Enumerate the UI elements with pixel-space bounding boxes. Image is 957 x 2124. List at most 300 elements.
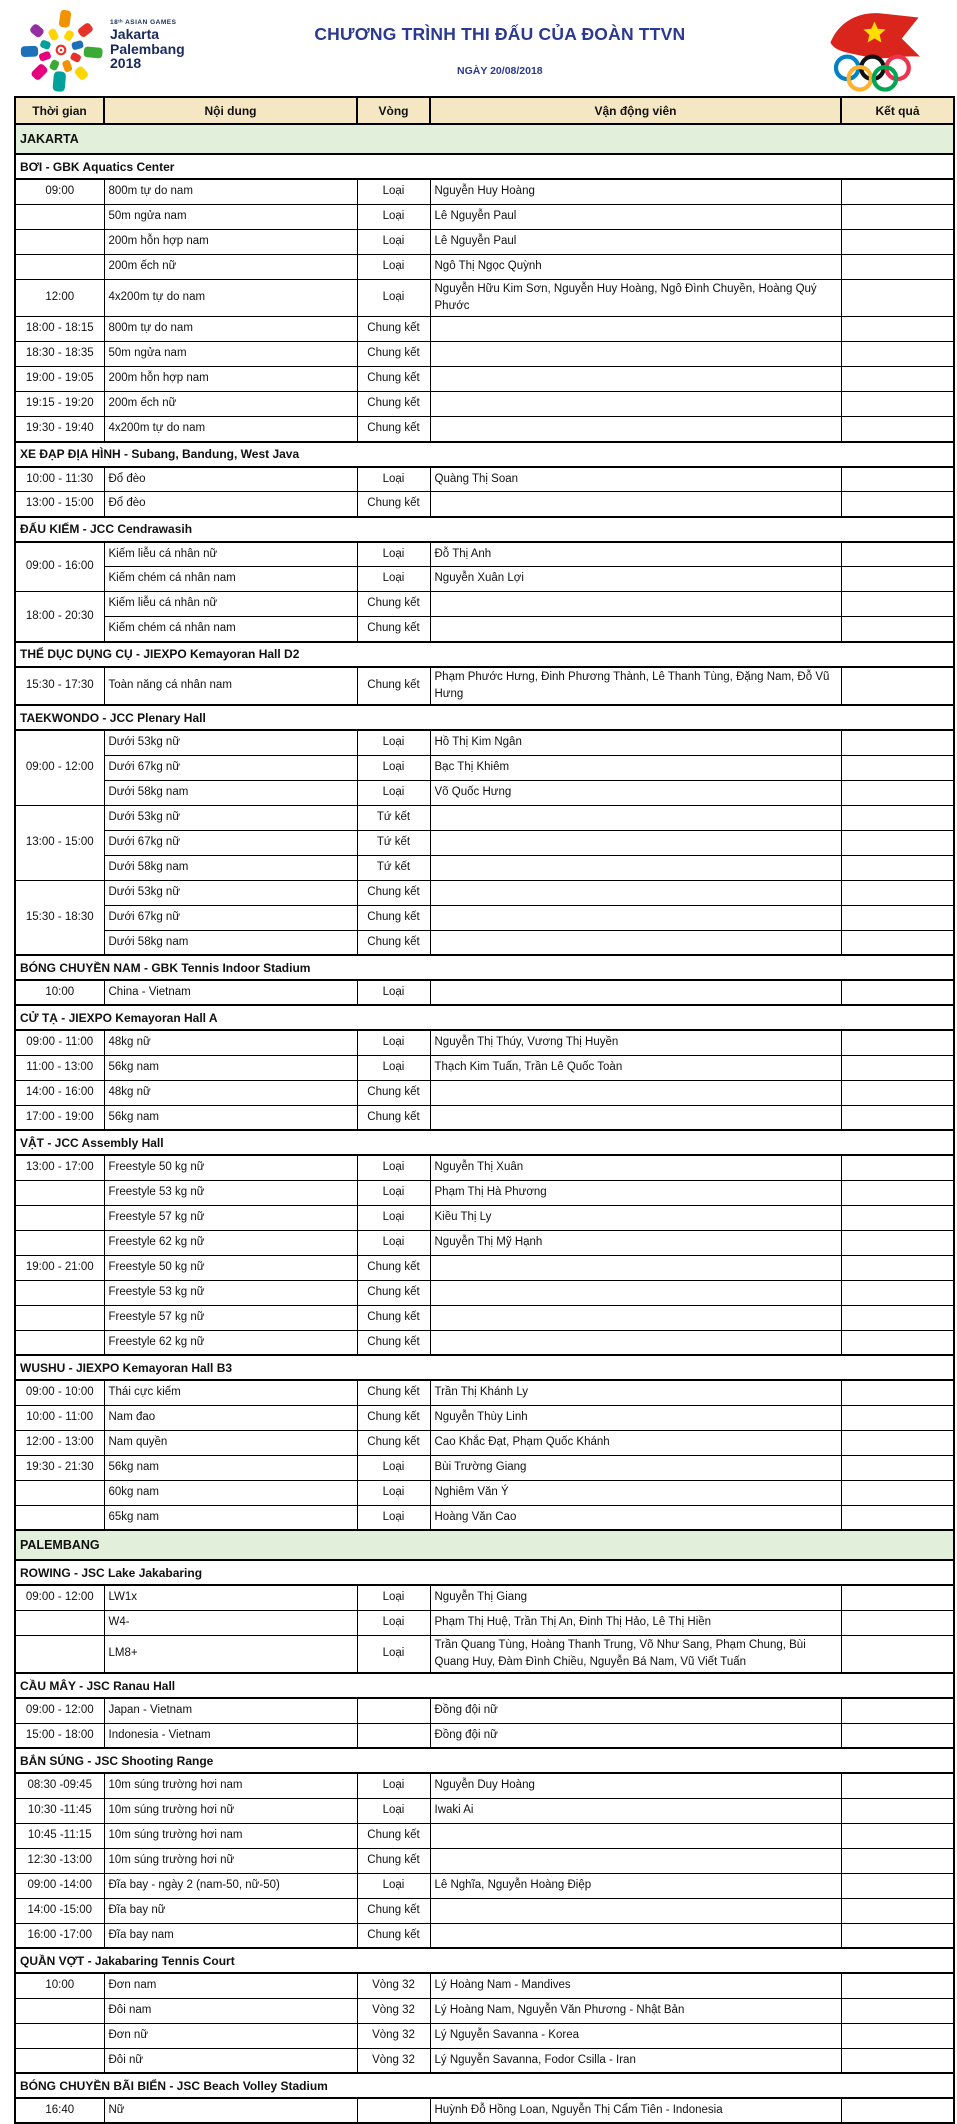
round-cell: Loại — [357, 1205, 430, 1230]
sport-band-label: BÓNG CHUYỀN NAM - GBK Tennis Indoor Stadium — [15, 955, 954, 980]
result-cell — [841, 1723, 954, 1748]
athletes-cell — [430, 1848, 841, 1873]
event-cell: Japan - Vietnam — [104, 1698, 357, 1723]
result-cell — [841, 204, 954, 229]
result-cell — [841, 1798, 954, 1823]
event-cell: 56kg nam — [104, 1055, 357, 1080]
event-cell: Toàn năng cá nhân nam — [104, 667, 357, 706]
time-cell: 09:00 - 16:00 — [15, 542, 104, 592]
time-cell: 12:30 -13:00 — [15, 1848, 104, 1873]
city-band-label: JAKARTA — [15, 124, 954, 154]
schedule-row — [15, 730, 954, 755]
schedule-row — [15, 1480, 954, 1505]
athletes-cell: Nguyễn Hữu Kim Sơn, Nguyễn Huy Hoàng, Ngô Đình Chuyền, Hoàng Quý Phước — [430, 279, 841, 317]
schedule-row — [15, 367, 954, 392]
time-cell — [15, 1205, 104, 1230]
event-cell: Đổ đèo — [104, 492, 357, 517]
result-cell — [841, 1973, 954, 1998]
schedule-row — [15, 279, 954, 317]
time-cell: 13:00 - 17:00 — [15, 1155, 104, 1180]
schedule-row — [15, 1848, 954, 1873]
schedule-row — [15, 1973, 954, 1998]
athletes-cell: Thạch Kim Tuấn, Trần Lê Quốc Toàn — [430, 1055, 841, 1080]
result-cell — [841, 1430, 954, 1455]
schedule-row — [15, 1873, 954, 1898]
athletes-cell: Phạm Thị Hà Phương — [430, 1180, 841, 1205]
time-cell — [15, 1305, 104, 1330]
round-cell: Loại — [357, 1635, 430, 1673]
sport-band-row — [15, 517, 954, 542]
round-cell: Chung kết — [357, 880, 430, 905]
athletes-cell: Nguyễn Thị Xuân — [430, 1155, 841, 1180]
round-cell: Chung kết — [357, 1923, 430, 1948]
schedule-row — [15, 830, 954, 855]
result-cell — [841, 1030, 954, 1055]
event-cell: Dưới 53kg nữ — [104, 730, 357, 755]
athletes-cell: Huỳnh Đỗ Hồng Loan, Nguyễn Thị Cẩm Tiên - Indonesia — [430, 2098, 841, 2123]
page-date: NGÀY 20/08/2018 — [457, 65, 543, 77]
city-band-row — [15, 1530, 954, 1560]
result-cell — [841, 1330, 954, 1355]
time-cell — [15, 1505, 104, 1530]
schedule-row — [15, 1080, 954, 1105]
time-cell: 09:00 - 12:00 — [15, 730, 104, 805]
event-cell: Đổ đèo — [104, 467, 357, 492]
schedule-row — [15, 592, 954, 617]
event-cell: Nữ — [104, 2098, 357, 2123]
time-cell — [15, 229, 104, 254]
result-cell — [841, 392, 954, 417]
time-cell: 10:00 - 11:00 — [15, 1405, 104, 1430]
schedule-row — [15, 1585, 954, 1610]
time-cell — [15, 2048, 104, 2073]
round-cell: Loại — [357, 1230, 430, 1255]
schedule-row — [15, 1055, 954, 1080]
time-cell — [15, 1180, 104, 1205]
time-cell: 09:00 - 10:00 — [15, 1380, 104, 1405]
event-cell: Kiếm liễu cá nhân nữ — [104, 592, 357, 617]
round-cell: Loại — [357, 467, 430, 492]
result-cell — [841, 1105, 954, 1130]
logo-line-2018: 2018 — [110, 55, 142, 72]
time-cell: 10:00 — [15, 1973, 104, 1998]
athletes-cell: Lý Nguyễn Savanna - Korea — [430, 2023, 841, 2048]
athletes-cell — [430, 1898, 841, 1923]
round-cell: Loại — [357, 229, 430, 254]
athletes-cell: Lý Hoàng Nam, Nguyễn Văn Phương - Nhật Bản — [430, 1998, 841, 2023]
schedule-row — [15, 755, 954, 780]
sport-band-label: WUSHU - JIEXPO Kemayoran Hall B3 — [15, 1355, 954, 1380]
schedule-row — [15, 1230, 954, 1255]
sport-band-row — [15, 955, 954, 980]
time-cell: 12:00 — [15, 279, 104, 317]
event-cell: 800m tự do nam — [104, 317, 357, 342]
athletes-cell — [430, 492, 841, 517]
sport-band-row — [15, 2073, 954, 2098]
event-cell: 60kg nam — [104, 1480, 357, 1505]
round-cell: Tứ kết — [357, 855, 430, 880]
schedule-row — [15, 1773, 954, 1798]
round-cell: Tứ kết — [357, 805, 430, 830]
event-cell: Dưới 53kg nữ — [104, 880, 357, 905]
round-cell: Chung kết — [357, 1898, 430, 1923]
event-cell: 10m súng trường hơi nữ — [104, 1798, 357, 1823]
result-cell — [841, 342, 954, 367]
result-cell — [841, 279, 954, 317]
result-cell — [841, 1873, 954, 1898]
athletes-cell: Trần Quang Tùng, Hoàng Thanh Trung, Võ Như Sang, Phạm Chung, Bùi Quang Huy, Đàm Đình Chiều, Nguyễn Bá Nam, Vũ Viết Tuấn — [430, 1635, 841, 1673]
event-cell: Indonesia - Vietnam — [104, 1723, 357, 1748]
result-cell — [841, 1635, 954, 1673]
schedule-row — [15, 179, 954, 204]
schedule-row — [15, 905, 954, 930]
schedule-row — [15, 930, 954, 955]
athletes-cell: Nguyễn Thị Thúy, Vương Thị Huyền — [430, 1030, 841, 1055]
athletes-cell — [430, 830, 841, 855]
result-cell — [841, 1773, 954, 1798]
city-band-label: PALEMBANG — [15, 1530, 954, 1560]
time-cell: 15:00 - 18:00 — [15, 1723, 104, 1748]
schedule-wrap — [0, 96, 957, 2124]
athletes-cell — [430, 1305, 841, 1330]
schedule-row — [15, 1455, 954, 1480]
round-cell: Loại — [357, 1610, 430, 1635]
event-cell: 4x200m tự do nam — [104, 417, 357, 442]
athletes-cell: Nguyễn Xuân Lợi — [430, 567, 841, 592]
event-cell: Dưới 67kg nữ — [104, 905, 357, 930]
event-cell: Thái cực kiếm — [104, 1380, 357, 1405]
time-cell: 10:00 - 11:30 — [15, 467, 104, 492]
sport-band-label: VẬT - JCC Assembly Hall — [15, 1130, 954, 1155]
round-cell: Chung kết — [357, 1405, 430, 1430]
athletes-cell: Lê Nghĩa, Nguyễn Hoàng Điệp — [430, 1873, 841, 1898]
time-cell: 19:15 - 19:20 — [15, 392, 104, 417]
event-cell: Dưới 58kg nam — [104, 930, 357, 955]
athletes-cell: Nghiêm Văn Ý — [430, 1480, 841, 1505]
event-cell: Đơn nữ — [104, 2023, 357, 2048]
athletes-cell: Cao Khắc Đạt, Phạm Quốc Khánh — [430, 1430, 841, 1455]
round-cell: Loại — [357, 980, 430, 1005]
round-cell: Chung kết — [357, 492, 430, 517]
result-cell — [841, 1585, 954, 1610]
result-cell — [841, 905, 954, 930]
round-cell: Loại — [357, 780, 430, 805]
athletes-cell — [430, 905, 841, 930]
time-cell: 19:00 - 19:05 — [15, 367, 104, 392]
time-cell: 09:00 - 12:00 — [15, 1585, 104, 1610]
time-cell — [15, 2023, 104, 2048]
result-cell — [841, 1280, 954, 1305]
round-cell: Loại — [357, 279, 430, 317]
sport-band-label: BÓNG CHUYỀN BÃI BIỂN - JSC Beach Volley Stadium — [15, 2073, 954, 2098]
athletes-cell: Nguyễn Huy Hoàng — [430, 179, 841, 204]
schedule-row — [15, 417, 954, 442]
event-cell: Freestyle 50 kg nữ — [104, 1155, 357, 1180]
event-cell: Đĩa bay nam — [104, 1923, 357, 1948]
athletes-cell: Hồ Thị Kim Ngân — [430, 730, 841, 755]
event-cell: LW1x — [104, 1585, 357, 1610]
schedule-row — [15, 1105, 954, 1130]
result-cell — [841, 1205, 954, 1230]
sport-band-label: TAEKWONDO - JCC Plenary Hall — [15, 705, 954, 730]
round-cell: Vòng 32 — [357, 1973, 430, 1998]
event-cell: 200m hỗn hợp nam — [104, 229, 357, 254]
sport-band-label: CẦU MÂY - JSC Ranau Hall — [15, 1673, 954, 1698]
schedule-row — [15, 204, 954, 229]
event-cell: 200m ếch nữ — [104, 392, 357, 417]
schedule-row — [15, 880, 954, 905]
schedule-row — [15, 1180, 954, 1205]
schedule-row — [15, 1723, 954, 1748]
column-header-round: Vòng — [357, 97, 430, 124]
result-cell — [841, 1848, 954, 1873]
event-cell: Dưới 58kg nam — [104, 780, 357, 805]
sport-band-row — [15, 1748, 954, 1773]
event-cell: 56kg nam — [104, 1455, 357, 1480]
athletes-cell: Hoàng Văn Cao — [430, 1505, 841, 1530]
time-cell: 15:30 - 18:30 — [15, 880, 104, 955]
schedule-row — [15, 467, 954, 492]
schedule-row — [15, 1280, 954, 1305]
result-cell — [841, 930, 954, 955]
athletes-cell: Võ Quốc Hưng — [430, 780, 841, 805]
result-cell — [841, 830, 954, 855]
result-cell — [841, 1230, 954, 1255]
result-cell — [841, 2048, 954, 2073]
result-cell — [841, 1698, 954, 1723]
column-header-athletes: Vận động viên — [430, 97, 841, 124]
athletes-cell — [430, 342, 841, 367]
sport-band-label: QUẦN VỢT - Jakabaring Tennis Court — [15, 1948, 954, 1973]
schedule-row — [15, 2048, 954, 2073]
result-cell — [841, 492, 954, 517]
round-cell: Loại — [357, 1873, 430, 1898]
event-cell: W4- — [104, 1610, 357, 1635]
result-cell — [841, 805, 954, 830]
result-cell — [841, 179, 954, 204]
round-cell — [357, 1723, 430, 1748]
time-cell: 08:30 -09:45 — [15, 1773, 104, 1798]
round-cell: Loại — [357, 254, 430, 279]
round-cell: Chung kết — [357, 342, 430, 367]
event-cell: Dưới 53kg nữ — [104, 805, 357, 830]
sport-band-row — [15, 1130, 954, 1155]
result-cell — [841, 1610, 954, 1635]
athletes-cell: Bùi Trường Giang — [430, 1455, 841, 1480]
schedule-row — [15, 780, 954, 805]
round-cell: Chung kết — [357, 1280, 430, 1305]
round-cell: Chung kết — [357, 1105, 430, 1130]
round-cell — [357, 2098, 430, 2123]
result-cell — [841, 367, 954, 392]
result-cell — [841, 1898, 954, 1923]
round-cell: Chung kết — [357, 1080, 430, 1105]
result-cell — [841, 1305, 954, 1330]
time-cell: 15:30 - 17:30 — [15, 667, 104, 706]
event-cell: Đơn nam — [104, 1973, 357, 1998]
round-cell: Loại — [357, 542, 430, 567]
result-cell — [841, 1080, 954, 1105]
event-cell: Freestyle 57 kg nữ — [104, 1205, 357, 1230]
result-cell — [841, 880, 954, 905]
athletes-cell — [430, 417, 841, 442]
athletes-cell — [430, 317, 841, 342]
event-cell: 50m ngửa nam — [104, 342, 357, 367]
sport-band-label: THỂ DỤC DỤNG CỤ - JIEXPO Kemayoran Hall D2 — [15, 642, 954, 667]
athletes-cell: Nguyễn Thùy Linh — [430, 1405, 841, 1430]
athletes-cell — [430, 367, 841, 392]
athletes-cell: Kiều Thị Ly — [430, 1205, 841, 1230]
athletes-cell — [430, 1080, 841, 1105]
athletes-cell: Ngô Thị Ngọc Quỳnh — [430, 254, 841, 279]
logo-line-palembang: Palembang — [110, 40, 185, 57]
time-cell — [15, 1330, 104, 1355]
result-cell — [841, 592, 954, 617]
schedule-row — [15, 1330, 954, 1355]
time-cell: 17:00 - 19:00 — [15, 1105, 104, 1130]
schedule-table — [14, 96, 955, 2124]
event-cell: 65kg nam — [104, 1505, 357, 1530]
time-cell: 18:30 - 18:35 — [15, 342, 104, 367]
athletes-cell — [430, 617, 841, 642]
result-cell — [841, 1055, 954, 1080]
sport-band-label: BẮN SÚNG - JSC Shooting Range — [15, 1748, 954, 1773]
result-cell — [841, 542, 954, 567]
round-cell: Loại — [357, 1585, 430, 1610]
event-cell: Nam đao — [104, 1405, 357, 1430]
event-cell: Freestyle 53 kg nữ — [104, 1180, 357, 1205]
asian-games-logo-text — [110, 20, 185, 71]
result-cell — [841, 229, 954, 254]
round-cell: Chung kết — [357, 317, 430, 342]
result-cell — [841, 1998, 954, 2023]
result-cell — [841, 855, 954, 880]
schedule-row — [15, 805, 954, 830]
result-cell — [841, 780, 954, 805]
event-cell: 200m ếch nữ — [104, 254, 357, 279]
event-cell: Dưới 67kg nữ — [104, 755, 357, 780]
schedule-row — [15, 567, 954, 592]
result-cell — [841, 1405, 954, 1430]
event-cell: Freestyle 62 kg nữ — [104, 1330, 357, 1355]
time-cell: 09:00 - 11:00 — [15, 1030, 104, 1055]
result-cell — [841, 1480, 954, 1505]
event-cell: Đĩa bay nữ — [104, 1898, 357, 1923]
round-cell: Loại — [357, 1155, 430, 1180]
time-cell: 13:00 - 15:00 — [15, 805, 104, 880]
sport-band-row — [15, 705, 954, 730]
time-cell — [15, 1610, 104, 1635]
athletes-cell — [430, 980, 841, 1005]
event-cell: 10m súng trường hơi nam — [104, 1773, 357, 1798]
time-cell: 18:00 - 18:15 — [15, 317, 104, 342]
athletes-cell: Iwaki Ai — [430, 1798, 841, 1823]
result-cell — [841, 980, 954, 1005]
round-cell: Chung kết — [357, 617, 430, 642]
schedule-row — [15, 542, 954, 567]
time-cell: 16:40 — [15, 2098, 104, 2123]
schedule-row — [15, 1898, 954, 1923]
time-cell: 09:00 — [15, 179, 104, 204]
athletes-cell: Trần Thị Khánh Ly — [430, 1380, 841, 1405]
athletes-cell: Lý Hoàng Nam - Mandives — [430, 1973, 841, 1998]
event-cell: 48kg nữ — [104, 1080, 357, 1105]
round-cell: Vòng 32 — [357, 2048, 430, 2073]
round-cell: Chung kết — [357, 667, 430, 706]
schedule-row — [15, 980, 954, 1005]
athletes-cell — [430, 1105, 841, 1130]
result-cell — [841, 1255, 954, 1280]
column-header-result: Kết quả — [841, 97, 954, 124]
round-cell: Chung kết — [357, 367, 430, 392]
round-cell: Chung kết — [357, 905, 430, 930]
result-cell — [841, 254, 954, 279]
table-header-row — [15, 97, 954, 124]
event-cell: Đôi nam — [104, 1998, 357, 2023]
time-cell — [15, 254, 104, 279]
schedule-row — [15, 617, 954, 642]
athletes-cell: Đồng đội nữ — [430, 1698, 841, 1723]
athletes-cell: Lý Nguyễn Savanna, Fodor Csilla - Iran — [430, 2048, 841, 2073]
round-cell: Chung kết — [357, 1305, 430, 1330]
athletes-cell — [430, 930, 841, 955]
round-cell: Loại — [357, 204, 430, 229]
schedule-body — [15, 124, 954, 2123]
event-cell: 10m súng trường hơi nữ — [104, 1848, 357, 1873]
sport-band-label: XE ĐẠP ĐỊA HÌNH - Subang, Bandung, West Java — [15, 442, 954, 467]
logo-small-label: 18ᵗʰ ASIAN GAMES — [110, 19, 177, 26]
asian-games-logo — [18, 6, 185, 99]
time-cell: 11:00 - 13:00 — [15, 1055, 104, 1080]
round-cell: Chung kết — [357, 1430, 430, 1455]
result-cell — [841, 730, 954, 755]
schedule-row — [15, 1610, 954, 1635]
olympic-rings-icon — [836, 57, 909, 90]
event-cell: LM8+ — [104, 1635, 357, 1673]
schedule-row — [15, 1998, 954, 2023]
event-cell: Freestyle 53 kg nữ — [104, 1280, 357, 1305]
sport-band-label: CỬ TẠ - JIEXPO Kemayoran Hall A — [15, 1005, 954, 1030]
round-cell: Chung kết — [357, 1848, 430, 1873]
schedule-row — [15, 1030, 954, 1055]
result-cell — [841, 317, 954, 342]
schedule-row — [15, 1255, 954, 1280]
time-cell — [15, 1998, 104, 2023]
sport-band-row — [15, 1005, 954, 1030]
result-cell — [841, 1180, 954, 1205]
event-cell: Đôi nữ — [104, 2048, 357, 2073]
athletes-cell: Nguyễn Thị Mỹ Hạnh — [430, 1230, 841, 1255]
schedule-row — [15, 229, 954, 254]
athletes-cell — [430, 392, 841, 417]
schedule-row — [15, 1823, 954, 1848]
event-cell: China - Vietnam — [104, 980, 357, 1005]
athletes-cell — [430, 855, 841, 880]
sport-band-row — [15, 642, 954, 667]
schedule-row — [15, 254, 954, 279]
athletes-cell: Phạm Thị Huệ, Trần Thị An, Đinh Thị Hảo, Lê Thị Hiền — [430, 1610, 841, 1635]
event-cell: 56kg nam — [104, 1105, 357, 1130]
round-cell: Chung kết — [357, 417, 430, 442]
schedule-row — [15, 2023, 954, 2048]
athletes-cell: Đỗ Thị Anh — [430, 542, 841, 567]
result-cell — [841, 2023, 954, 2048]
schedule-row — [15, 1205, 954, 1230]
round-cell: Loại — [357, 730, 430, 755]
schedule-row — [15, 1698, 954, 1723]
sport-band-row — [15, 442, 954, 467]
time-cell: 19:30 - 21:30 — [15, 1455, 104, 1480]
